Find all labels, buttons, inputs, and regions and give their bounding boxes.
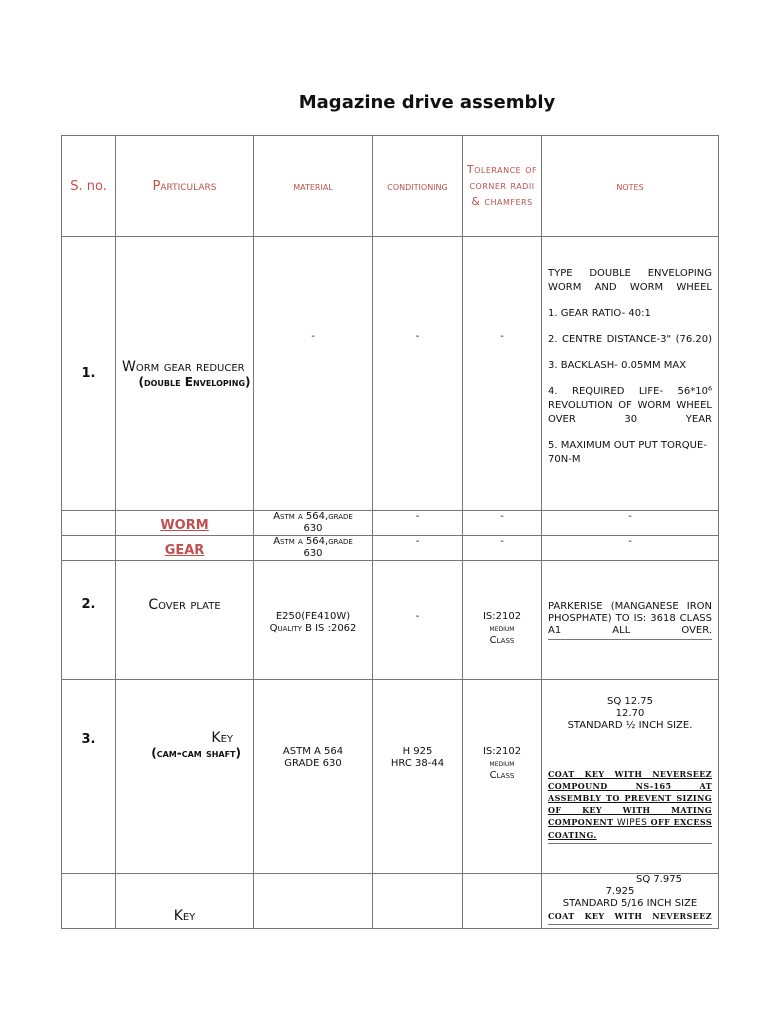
table-row-gear: [62, 536, 719, 561]
row2-part: Cover plate: [116, 561, 254, 680]
row4-material: [254, 874, 373, 929]
row3-notes-rule: [548, 843, 712, 844]
row2-tolerance: [463, 561, 542, 680]
worm-sno: [62, 511, 116, 536]
row2-tolerance-line3: Class: [489, 635, 515, 646]
row2-material: [254, 561, 373, 680]
row2-conditioning: -: [373, 561, 463, 680]
row1-sno: 1.: [62, 237, 116, 511]
gear-sno: [62, 536, 116, 561]
row4-notes-line1: SQ 7.975: [635, 874, 682, 885]
row2-notes-rule: [548, 639, 712, 640]
row2-tolerance-line2: medium: [489, 624, 515, 634]
row3-tolerance-line3: Class: [489, 770, 515, 781]
header-tolerance: Tolerance of corner radii & chamfers: [463, 136, 542, 237]
gear-material: [254, 536, 373, 561]
worm-tolerance: -: [463, 511, 542, 536]
row2-notes: [542, 561, 719, 680]
row1-note-3: 3. BACKLASH- 0.05MM MAX: [548, 360, 687, 371]
row4-notes-line3: STANDARD 5/16 INCH SIZE: [562, 898, 698, 909]
header-material: material: [254, 136, 373, 237]
row4-notes-rule: [548, 924, 712, 925]
gear-material-line1: Astm a 564,grade: [273, 536, 353, 547]
row1-particulars: [116, 237, 254, 511]
row1-note-0: TYPE DOUBLE ENVELOPING WORM AND WORM WHEEL: [548, 268, 712, 293]
row1-note-4: 4. REQUIRED LIFE- 56*10⁶ REVOLUTION OF WORM WHEEL OVER 30 YEAR: [548, 386, 712, 425]
header-row: [62, 136, 719, 237]
row3-material: [254, 680, 373, 874]
table-row-3: [62, 680, 719, 874]
row3-conditioning-line1: H 925: [402, 746, 433, 757]
worm-material-line2: 630: [303, 523, 323, 534]
worm-material: [254, 511, 373, 536]
worm-label: WORM: [160, 517, 209, 533]
assembly-table: [61, 135, 719, 929]
row3-notes-line4: [548, 768, 712, 841]
row4-notes: [542, 874, 719, 929]
gear-conditioning: -: [373, 536, 463, 561]
row3-tolerance-line1: IS:2102: [482, 746, 522, 757]
row3-part-sub: (cam-cam shaft): [151, 746, 241, 760]
gear-material-line2: 630: [303, 548, 323, 559]
gear-tolerance: -: [463, 536, 542, 561]
row3-notes-line4-wipes: WIPES: [616, 818, 648, 828]
row3-notes: [542, 680, 719, 874]
row4-notes-line2: 7.925: [605, 886, 635, 897]
row3-material-line1: ASTM A 564: [282, 746, 344, 757]
row1-note-1: 1. GEAR RATIO- 40:1: [548, 308, 651, 319]
row3-part: Key: [211, 730, 233, 746]
row2-notes-text: PARKERISE (MANGANESE IRON PHOSPHATE) TO IS: 3618 CLASS A1 ALL OVER.: [548, 601, 712, 636]
worm-conditioning: -: [373, 511, 463, 536]
row1-part: Worm gear reducer: [122, 358, 245, 375]
gear-label: GEAR: [164, 542, 205, 558]
row1-material: -: [254, 237, 373, 511]
header-sno: S. no.: [62, 136, 116, 237]
row3-conditioning: [373, 680, 463, 874]
row1-notes: [542, 237, 719, 511]
row3-particulars: [116, 680, 254, 874]
row3-material-line2: GRADE 630: [284, 758, 342, 769]
row4-sno: [62, 874, 116, 929]
row3-conditioning-line2: HRC 38-44: [390, 758, 445, 769]
row3-tolerance: [463, 680, 542, 874]
table-row-2: [62, 561, 719, 680]
row3-notes-line2: 12.70: [615, 708, 645, 719]
row2-material-line2: Quality B IS :2062: [269, 623, 357, 634]
table-row-1: [62, 237, 719, 511]
row2-material-line1: E250(FE410W): [275, 611, 351, 622]
header-notes: notes: [542, 136, 719, 237]
row3-notes-line1: SQ 12.75: [606, 696, 654, 707]
row4-part: Key: [116, 874, 254, 929]
header-particulars: Particulars: [116, 136, 254, 237]
row3-notes-line4-text: COAT KEY WITH NEVERSEEZ COMPOUND NS-165 AT ASSEMBLY TO PREVENT SIZING OF KEY WITH MATING COMPONENT: [548, 769, 712, 827]
gear-particulars: [116, 536, 254, 561]
row3-notes-line4-tail: OFF EXCESS COATING.: [548, 817, 712, 840]
table-row-4: [62, 874, 719, 929]
row1-note-2: 2. CENTRE DISTANCE-3" (76.20): [548, 334, 712, 345]
row1-conditioning: -: [373, 237, 463, 511]
row2-sno: 2.: [62, 561, 116, 680]
worm-particulars: [116, 511, 254, 536]
row2-tolerance-line1: IS:2102: [482, 611, 522, 622]
row1-tolerance: -: [463, 237, 542, 511]
row3-notes-line3: STANDARD ½ INCH SIZE.: [567, 720, 693, 731]
table-row-worm: [62, 511, 719, 536]
row3-tolerance-line2: medium: [489, 759, 515, 769]
row3-sno: 3.: [62, 680, 116, 874]
row4-tolerance: [463, 874, 542, 929]
header-conditioning: conditioning: [373, 136, 463, 237]
row4-conditioning: [373, 874, 463, 929]
row1-note-5: 5. MAXIMUM OUT PUT TORQUE-70N-M: [548, 440, 707, 465]
gear-notes: -: [542, 536, 719, 561]
row1-part-sub: (double Enveloping): [138, 374, 251, 389]
document-title: Magazine drive assembly: [298, 92, 556, 113]
row4-notes-line4: COAT KEY WITH NEVERSEEZ: [548, 911, 712, 921]
worm-notes: -: [542, 511, 719, 536]
worm-material-line1: Astm a 564,grade: [273, 511, 353, 522]
